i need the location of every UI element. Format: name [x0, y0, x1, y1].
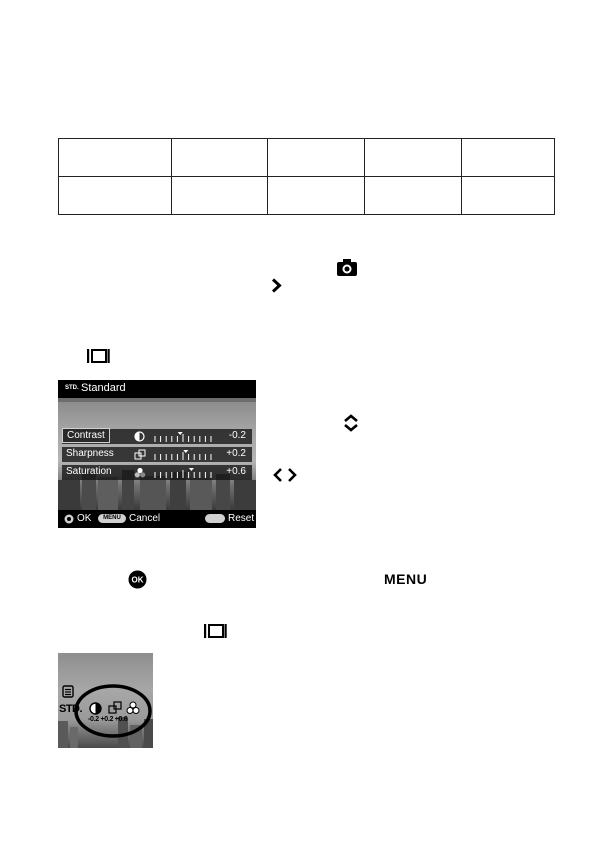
row-label: Contrast [62, 428, 110, 443]
cancel-label[interactable]: Cancel [129, 513, 161, 524]
picture-style-screen [58, 380, 256, 528]
row-label: Saturation [66, 466, 112, 477]
table-cell [172, 177, 268, 215]
menu-label: MENU [384, 571, 428, 587]
slider-marker [178, 432, 183, 435]
saturation-row[interactable] [62, 465, 252, 480]
row-value: -0.2 [228, 430, 246, 441]
menu-pill: MENU [98, 514, 126, 523]
info-pill-icon [205, 514, 225, 523]
sharpness-slider[interactable] [153, 450, 213, 460]
table-row [59, 139, 555, 177]
camera-icon [337, 259, 357, 276]
left-right-arrows-icon [272, 467, 298, 483]
sharpness-icon [134, 449, 146, 460]
table-cell [462, 177, 555, 215]
ok-button-icon [128, 570, 147, 589]
screen-title: Standard [81, 382, 126, 394]
contrast-slider[interactable] [153, 432, 213, 442]
std-badge: STD. [65, 385, 79, 391]
info-button-icon [203, 623, 227, 639]
table-cell [365, 177, 462, 215]
row-value: +0.2 [226, 448, 246, 459]
sharpness-row[interactable] [62, 447, 252, 462]
saturation-icon [134, 467, 146, 478]
slider-marker [189, 468, 194, 471]
info-button-icon [86, 348, 110, 364]
std-label: STD. [59, 703, 83, 715]
table-cell [172, 139, 268, 177]
ok-label[interactable]: OK [77, 513, 92, 524]
table-cell [365, 139, 462, 177]
contrast-icon [134, 431, 145, 442]
slider-marker [183, 450, 188, 453]
row-value: +0.6 [226, 466, 246, 477]
table-cell [59, 177, 172, 215]
table-cell [268, 177, 365, 215]
up-down-arrows-icon [343, 414, 359, 432]
style-values: -0.2 +0.2 +0.6 [88, 716, 128, 723]
screen-header [58, 380, 256, 398]
table-cell [59, 139, 172, 177]
chevron-right-icon [271, 278, 282, 293]
ok-dot-icon [64, 514, 74, 524]
contrast-row[interactable] [62, 429, 252, 444]
table-cell [462, 139, 555, 177]
saturation-slider[interactable] [153, 468, 213, 478]
highlight-ellipse [58, 653, 153, 748]
shooting-info-screen [58, 653, 153, 748]
svg-text:OK: OK [131, 575, 144, 585]
table-row [59, 177, 555, 215]
screen-footer [58, 510, 256, 528]
table-cell [268, 139, 365, 177]
row-label: Sharpness [66, 448, 114, 459]
settings-table [58, 138, 555, 215]
reset-label[interactable]: Reset [228, 513, 255, 524]
